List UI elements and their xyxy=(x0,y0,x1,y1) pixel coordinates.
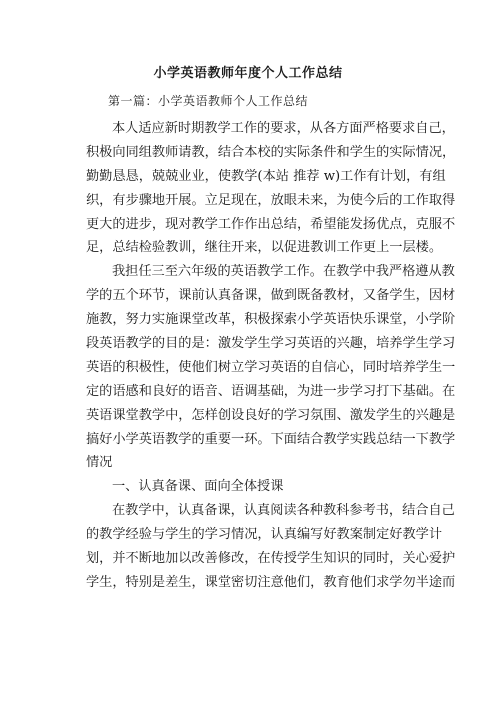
paragraph-line: 搞好小学英语教学的重要一环。下面结合教学实践总结一下教学 xyxy=(86,431,456,447)
paragraph-line: 英语的积极性，使他们树立学习英语的自信心，同时培养学生一 xyxy=(86,359,456,375)
section-heading: 第一篇：小学英语教师个人工作总结 xyxy=(108,94,309,108)
paragraph-line: 段英语教学的目的是：激发学生学习英语的兴趣，培养学生学习 xyxy=(86,336,456,352)
paragraph-line: 足，总结检验教训，继往开来，以促进教训工作更上一层楼。 xyxy=(86,240,443,256)
paragraph-line: 施教，努力实施课堂改革，积极探索小学英语快乐课堂，小学阶 xyxy=(86,312,456,328)
paragraph-line: 定的语感和良好的语音、语调基础，为进一步学习打下基础。在 xyxy=(86,383,456,399)
section-heading: 一、认真备课、面向全体授课 xyxy=(112,479,284,495)
paragraph-line: 更大的进步，现对教学工作作出总结，希望能发扬优点，克服不 xyxy=(86,216,456,232)
paragraph-line: 学的五个环节，课前认真备课，做到既备教材，又备学生，因材 xyxy=(86,288,456,304)
paragraph-line: 学生，特别是差生，课堂密切注意他们，教育他们求学勿半途而 xyxy=(86,574,456,590)
paragraph-line: 英语课堂教学中，怎样创设良好的学习氛围、激发学生的兴趣是 xyxy=(86,407,456,423)
document-title: 小学英语教师年度个人工作总结 xyxy=(153,66,343,81)
paragraph-line: 我担任三至六年级的英语教学工作。在教学中我严格遵从教 xyxy=(112,264,455,280)
paragraph-line: 情况 xyxy=(86,455,113,471)
document-body xyxy=(86,117,456,595)
paragraph-line: 在教学中，认真备课，认真阅读各种教科参考书，结合自己 xyxy=(112,503,455,519)
paragraph-line: 勤勤恳恳，兢兢业业，使教学(本站 推荐 w)工作有计划，有组 xyxy=(86,168,446,184)
paragraph-line: 积极向同组教师请教，结合本校的实际条件和学生的实际情况， xyxy=(86,144,456,160)
paragraph-line: 划，并不断地加以改善修改，在传授学生知识的同时，关心爱护 xyxy=(86,551,456,567)
paragraph-line: 本人适应新时期教学工作的要求，从各方面严格要求自己， xyxy=(112,121,455,136)
paragraph-line: 织，有步骤地开展。立足现在，放眼未来，为使今后的工作取得 xyxy=(86,192,456,208)
paragraph-line: 的教学经验与学生的学习情况，认真编写好教案制定好教学计 xyxy=(86,527,443,543)
